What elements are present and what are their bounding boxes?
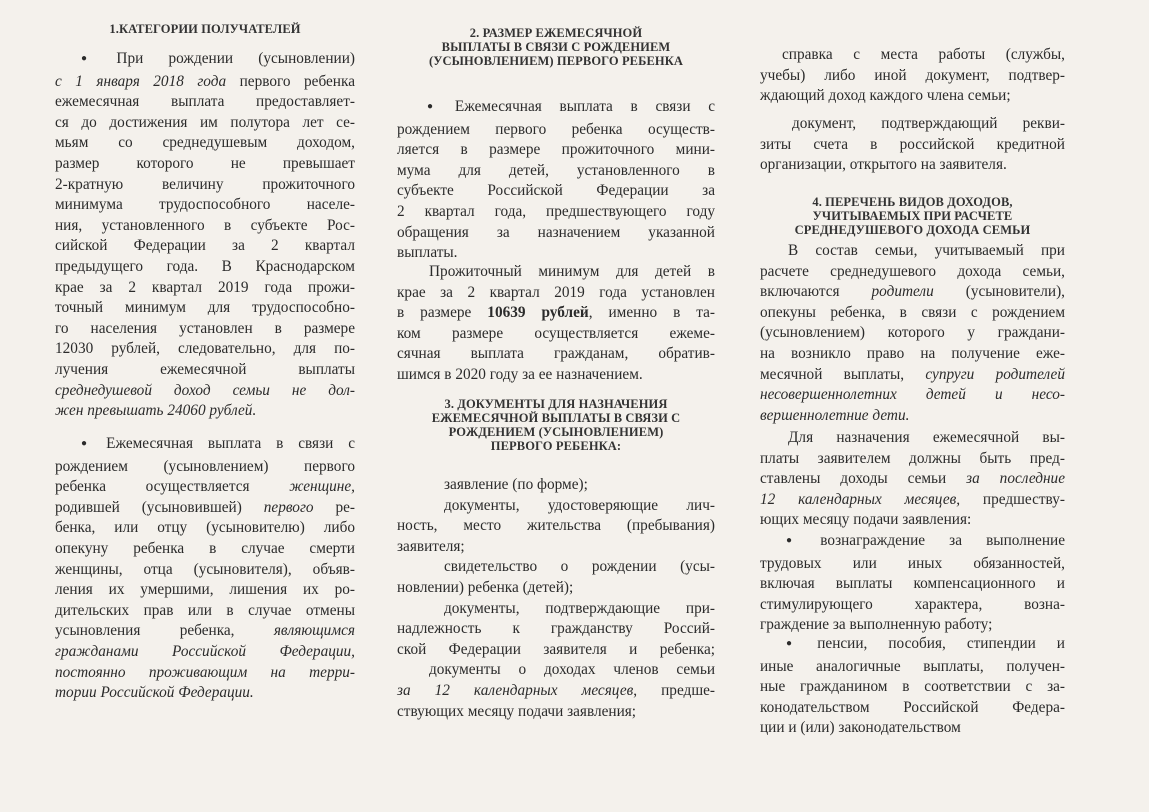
italic-text: за последние	[966, 470, 1065, 488]
line: опекуны ребенка, в связи с рождением	[760, 303, 1065, 321]
line: женщины, отца (усыновителя), объяв-	[55, 560, 355, 578]
line: жен превышать 24060 рублей.	[55, 402, 257, 420]
italic-text: первого	[263, 498, 314, 516]
line: среднедушевой доход семьи не дол-	[55, 381, 355, 399]
bullet-remuneration	[760, 531, 1065, 636]
line: ● Ежемесячная выплата в связи с	[55, 434, 355, 457]
italic-date: с 1 января 2018 года	[55, 72, 227, 90]
line: ления их умершими, лишения их ро-	[55, 581, 355, 599]
text: родившей (усыновившей)	[55, 498, 264, 516]
text: , именно в та-	[588, 304, 716, 322]
line: ляется в размере прожиточного мини-	[397, 141, 715, 159]
paragraph-family-composition	[760, 241, 1065, 426]
line: ежемесячная выплата предоставляет-	[55, 93, 355, 111]
line: документы, удостоверяющие лич-	[444, 496, 715, 514]
italic-text: супруги родителей	[925, 365, 1065, 383]
line: мума для детей, установленного в	[397, 161, 715, 179]
heading-line: СРЕДНЕДУШЕВОГО ДОХОДА СЕМЬИ	[794, 223, 1031, 237]
heading-line: ВЫПЛАТЫ В СВЯЗИ С РОЖДЕНИЕМ	[441, 40, 671, 54]
line: платы заявителем должны быть пред-	[760, 449, 1065, 467]
line: шимся в 2020 году за ее назначением.	[397, 365, 643, 383]
line: бенка, или отцу (усыновителю) либо	[55, 519, 355, 537]
paragraph-payment-amount	[397, 97, 715, 264]
line: ся до достижения им полутора лет се-	[55, 113, 355, 131]
line: ции и (или) законодательством	[760, 719, 961, 737]
text: ребенка осуществляется	[55, 478, 290, 496]
paragraph-income-period	[760, 428, 1065, 531]
line: ные гражданином в соответствии с за-	[760, 678, 1065, 696]
line: ждающий доход каждого члена семьи;	[760, 87, 1011, 105]
italic-text: женщине,	[289, 478, 355, 496]
heading-categories: 1.КАТЕГОРИИ ПОЛУЧАТЕЛЕЙ	[109, 22, 301, 36]
line: Прожиточный минимум для детей в	[429, 263, 715, 280]
heading-payment-size	[397, 26, 715, 68]
heading-income-types	[760, 195, 1065, 237]
heading-line: (УСЫНОВЛЕНИЕМ) ПЕРВОГО РЕБЕНКА	[428, 54, 684, 68]
line: ния, установленного в субъекте Рос-	[55, 216, 355, 234]
italic-text: 12 календарных месяцев,	[760, 490, 961, 508]
line: ● вознаграждение за выполнение	[760, 531, 1065, 554]
text: (усыновители),	[933, 283, 1065, 301]
text: первого ребенка	[226, 72, 355, 90]
paragraph-work-certificate	[760, 45, 1065, 107]
line: граждение за выполненную работу;	[760, 616, 993, 634]
heading-line: 4. ПЕРЕЧЕНЬ ВИДОВ ДОХОДОВ,	[812, 195, 1013, 209]
line: ющих месяцу подачи заявления:	[760, 511, 972, 529]
line: рождением первого ребенка осуществ-	[397, 120, 715, 138]
line: вершеннолетние дети.	[760, 406, 910, 424]
italic-text: родители	[871, 283, 934, 301]
line: ствующих месяцу подачи заявления;	[397, 702, 637, 720]
heading-line: РОЖДЕНИЕМ (УСЫНОВЛЕНИЕМ)	[448, 425, 664, 439]
line	[397, 303, 715, 324]
line: ность, место жительства (пребывания)	[397, 517, 715, 535]
line	[397, 681, 715, 702]
line: 2-кратную величину прожиточного	[55, 175, 355, 193]
paragraph-recipients	[55, 434, 355, 704]
text: в размере	[397, 304, 488, 322]
line: иные аналогичные выплаты, получен-	[760, 657, 1065, 675]
line: заявление (по форме);	[444, 476, 588, 493]
line: заявителя;	[397, 537, 465, 555]
line: трудовых или иных обязанностей,	[760, 554, 1065, 572]
heading-documents	[397, 397, 715, 453]
line	[760, 469, 1065, 490]
line: точный минимум для трудоспособно-	[55, 299, 355, 317]
line: организации, открытого на заявителя.	[760, 156, 1007, 174]
line: сячная выплата гражданам, обратив-	[397, 345, 715, 363]
line: свидетельство о рождении (усы-	[444, 558, 715, 576]
text: включаются	[760, 283, 872, 301]
line: включая выплаты компенсационного и	[760, 575, 1065, 593]
line: размер которого не превышает	[55, 154, 355, 172]
line: ской Федерации заявителя и ребенка;	[397, 640, 715, 658]
line: ● Ежемесячная выплата в связи с	[397, 97, 715, 120]
heading-line: ЕЖЕМЕСЯЧНОЙ ВЫПЛАТЫ В СВЯЗИ С	[431, 411, 681, 425]
line: несовершеннолетних детей и несо-	[760, 386, 1065, 404]
line: минимума трудоспособного населе-	[55, 196, 355, 214]
line: крае за 2 квартал 2019 года установлен	[397, 283, 715, 301]
line: тории Российской Федерации.	[55, 684, 254, 702]
line	[760, 490, 1065, 511]
heading-line: УЧИТЫВАЕМЫХ ПРИ РАСЧЕТЕ	[812, 209, 1013, 223]
paragraph-birth-conditions	[55, 49, 355, 422]
line: документы, подтверждающие при-	[444, 599, 715, 617]
line: надлежность к гражданству Россий-	[397, 620, 715, 638]
amount-bold: 10639 рублей	[487, 304, 589, 322]
line: ком размере осуществляется ежеме-	[397, 324, 715, 342]
line	[55, 498, 355, 519]
text: предшеству-	[960, 490, 1065, 508]
paragraph-documents-list	[397, 475, 715, 722]
line: документы о доходах членов семьи	[429, 661, 715, 679]
line: постоянно проживающим на терри-	[55, 663, 355, 681]
line: сийской Федерации за 2 квартал	[55, 237, 355, 255]
heading-line: 3. ДОКУМЕНТЫ ДЛЯ НАЗНАЧЕНИЯ	[444, 397, 668, 411]
line: справка с места работы (службы,	[782, 46, 1065, 63]
line: 2 квартал года, предшествующего году	[397, 202, 715, 220]
line: В состав семьи, учитываемый при	[788, 242, 1065, 259]
line: гражданами Российской Федерации,	[55, 642, 355, 660]
line: ● При рождении (усыновлении)	[55, 49, 355, 72]
heading-line: ПЕРВОГО РЕБЕНКА:	[490, 439, 622, 453]
heading-line: 2. РАЗМЕР ЕЖЕМЕСЯЧНОЙ	[469, 26, 643, 40]
line: на возникло право на получение еже-	[760, 344, 1065, 362]
paragraph-subsistence-minimum	[397, 262, 715, 386]
text: ставлены доходы семьи	[760, 470, 967, 488]
line: дительских прав или в случае отмены	[55, 601, 355, 619]
line: Для назначения ежемесячной вы-	[788, 429, 1065, 446]
line: го населения установлен в размере	[55, 319, 355, 337]
line: рождением (усыновлением) первого	[55, 457, 355, 475]
line: (усыновлением) которого у граждани-	[760, 324, 1065, 342]
line: документ, подтверждающий рекви-	[792, 115, 1065, 132]
line: опекуну ребенка в случае смерти	[55, 539, 355, 557]
line: расчете среднедушевого дохода семьи,	[760, 262, 1065, 280]
line: ● пенсии, пособия, стипендии и	[760, 634, 1065, 657]
line: зиты счета в российской кредитной	[760, 135, 1065, 153]
text: ре-	[313, 498, 356, 516]
line: 12030 рублей, следовательно, для по-	[55, 340, 355, 358]
line: выплаты.	[397, 244, 458, 262]
line: мьям со среднедушевым доходом,	[55, 134, 355, 152]
line	[760, 282, 1065, 303]
italic-text: за 12 календарных месяцев	[397, 681, 634, 699]
text: , предше-	[633, 681, 715, 699]
italic-text: являющимся	[273, 622, 355, 640]
line: учебы) либо иной документ, подтвер-	[760, 66, 1065, 84]
line	[55, 477, 355, 498]
paragraph-bank-account	[760, 114, 1065, 176]
line: субъекте Российской Федерации за	[397, 182, 715, 200]
line	[55, 621, 355, 642]
line: предыдущего года. В Краснодарском	[55, 257, 355, 275]
line: обращения за назначением указанной	[397, 223, 715, 241]
line: конодательством Российской Федера-	[760, 698, 1065, 716]
line: новлении) ребенка (детей);	[397, 578, 574, 596]
line: стимулирующего характера, возна-	[760, 595, 1065, 613]
line	[55, 72, 355, 93]
text: усыновления ребенка,	[55, 622, 274, 640]
line: лучения ежемесячной выплаты	[55, 360, 355, 378]
line	[760, 365, 1065, 386]
text: месячной выплаты,	[760, 365, 926, 383]
bullet-pensions	[760, 634, 1065, 739]
line: крае за 2 квартал 2019 года прожи-	[55, 278, 355, 296]
